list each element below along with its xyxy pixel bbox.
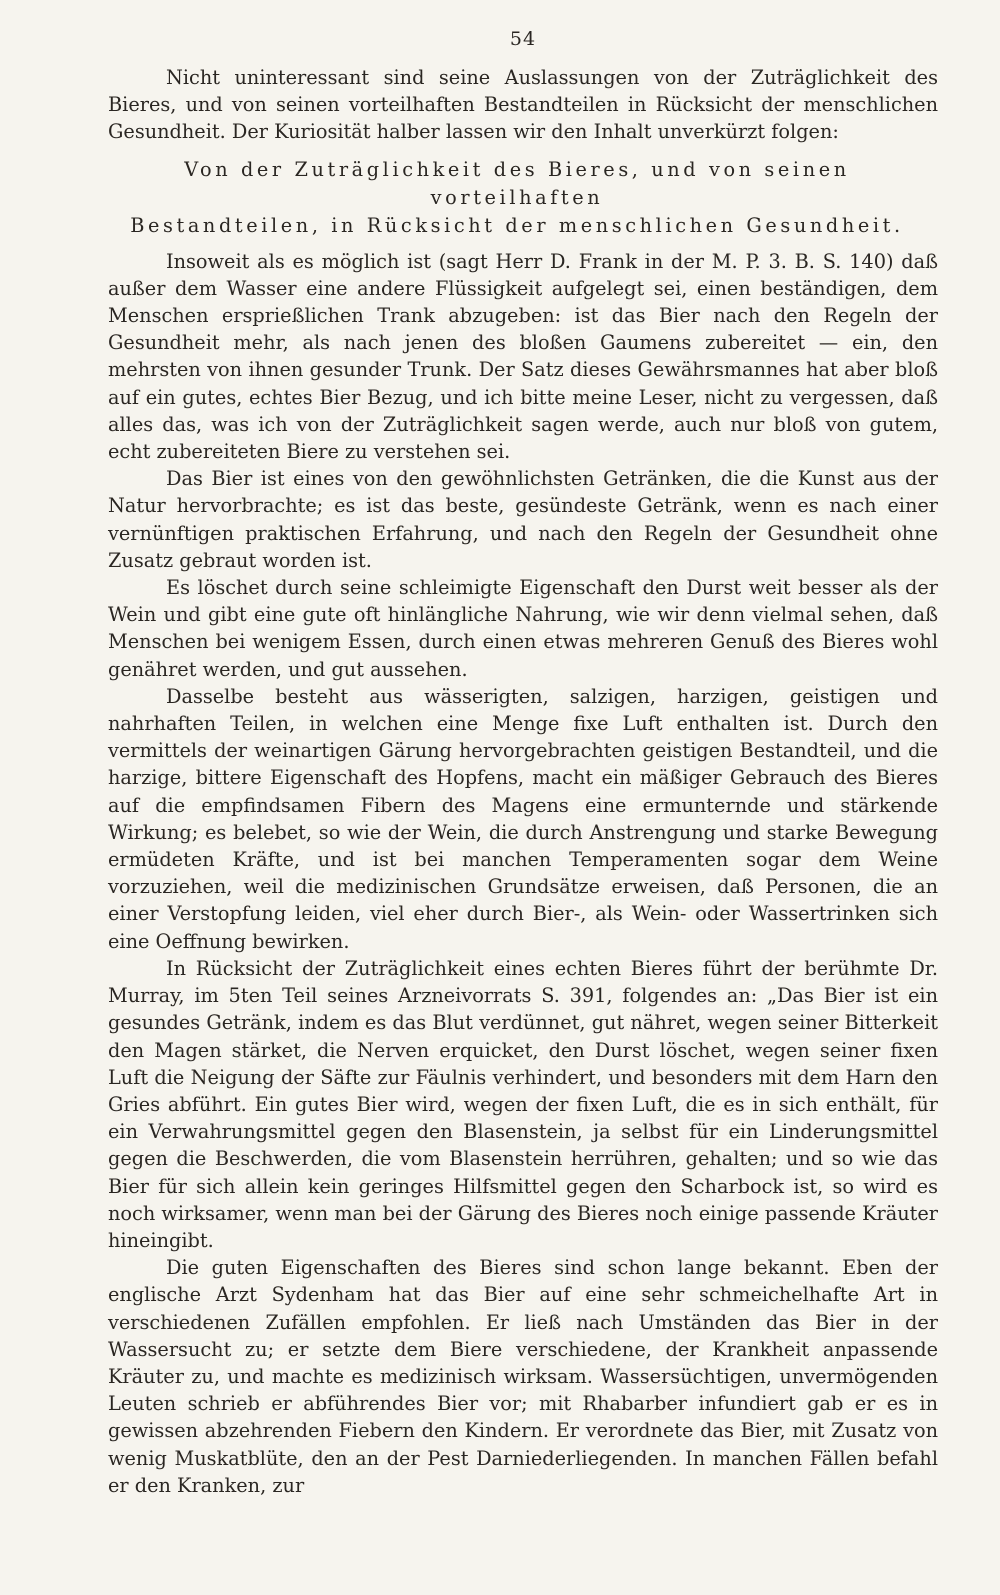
body-paragraph-5: In Rücksicht der Zuträglichkeit eines echten Bieres führt der berühmte Dr. Murray, im 5ten Teil seines Arzneivorrats S. 391, folgendes an: „Das Bier ist ein gesundes Getränk, indem es das Blut verdünnet, gut nähret, wegen seiner Bitterkeit den Magen stärket, die Nerven erquicket, den Durst löschet, wegen seiner fixen Luft die Neigung der Säfte zur Fäulnis verhindert, und besonders mit dem Harn den Gries abführt. Ein gutes Bier wird, wegen der fixen Luft, die es in sich enthält, für ein Verwahrungsmittel gegen den Blasenstein, ja selbst für ein Linderungsmittel gegen die Beschwerden, die vom Blasenstein herrühren, gehalten; und so wie das Bier für sich allein kein geringes Hilfsmittel gegen den Scharbock ist, so wird es noch wirksamer, wenn man bei der Gärung des Bieres noch einige passende Kräuter hineingibt. (108, 956, 938, 1252)
body-paragraph-3: Es löschet durch seine schleimigte Eigenschaft den Durst weit besser als der Wein und gibt eine gute oft hinlängliche Nahrung, wie wir denn vielmal sehen, daß Menschen bei wenigem Essen, durch einen etwas mehreren Genuß des Bieres wohl genähret werden, und gut aussehen. (108, 576, 938, 681)
body-paragraph-2: Das Bier ist eines von den gewöhnlichsten Getränken, die die Kunst aus der Natur hervorbrachte; es ist das beste, gesündeste Getränk, wenn es nach einer vernünftigen praktischen Erfahrung, und nach den Regeln der Gesundheit ohne Zusatz gebraut worden ist. (108, 467, 938, 572)
heading-line-1: Von der Zuträglichkeit des Bieres, und von seinen vorteilhaften (184, 157, 850, 209)
body-paragraph-6: Die guten Eigenschaften des Bieres sind schon lange bekannt. Eben der englische Arzt Sydenham hat das Bier auf eine sehr schmeichelhafte Art in verschiedenen Zufällen empfohlen. Er ließ nach Umständen das Bier in der Wassersucht zu; er setzte dem Biere verschiedene, der Krankheit anpassende Kräuter zu, und machte es medizinisch wirksam. Wassersüchtigen, unvermögenden Leuten schrieb er abführendes Bier vor; mit Rhabarber infundiert gab er es in gewissen abzehrenden Fiebern den Kindern. Er verordnete das Bier, mit Zusatz von wenig Muskatblüte, den an der Pest Darniederliegenden. In manchen Fällen befahl er den Kranken, zur (108, 1256, 938, 1497)
section-heading (96, 156, 938, 240)
heading-line-2: Bestandteilen, in Rücksicht der menschlichen Gesundheit. (130, 213, 904, 237)
body-paragraph-1: Insoweit als es möglich ist (sagt Herr D. Frank in der M. P. 3. B. S. 140) daß außer dem Wasser eine andere Flüssigkeit aufgelegt sei, einen beständigen, dem Menschen ersprießlichen Trank abzugeben: ist das Bier nach den Regeln der Gesundheit mehr, als nach jenen des bloßen Gaumens zubereitet — ein, den mehrsten von ihnen gesunder Trunk. Der Satz dieses Gewährsmannes hat aber bloß auf ein gutes, echtes Bier Bezug, und ich bitte meine Leser, nicht zu vergessen, daß alles das, was ich von der Zuträglichkeit sagen werde, auch nur bloß von gutem, echt zubereiteten Biere zu verstehen sei. (108, 249, 938, 464)
page-number: 54 (509, 28, 537, 50)
body-paragraph-4: Dasselbe besteht aus wässerigten, salzigen, harzigen, geistigen und nahrhaften Teilen, in welchen eine Menge fixe Luft enthalten ist. Durch den vermittels der weinartigen Gärung hervorgebrachten geistigen Bestandteil, und die harzige, bittere Eigenschaft des Hopfens, macht ein mäßiger Gebrauch des Bieres auf die empfindsamen Fibern des Magens eine ermunternde und stärkende Wirkung; es belebet, so wie der Wein, die durch Anstrengung und starke Bewegung ermüdeten Kräfte, und ist bei manchen Temperamenten sogar dem Weine vorzuziehen, weil die medizinischen Grundsätze erweisen, daß Personen, die an einer Verstopfung leiden, viel eher durch Bier-, als Wein- oder Wassertrinken sich eine Oeffnung bewirken. (108, 684, 938, 953)
intro-paragraph: Nicht uninteressant sind seine Auslassungen von der Zuträglichkeit des Bieres, und von seinen vorteilhaften Bestandteilen in Rücksicht der menschlichen Gesundheit. Der Kuriosität halber lassen wir den Inhalt unverkürzt folgen: (108, 66, 938, 144)
